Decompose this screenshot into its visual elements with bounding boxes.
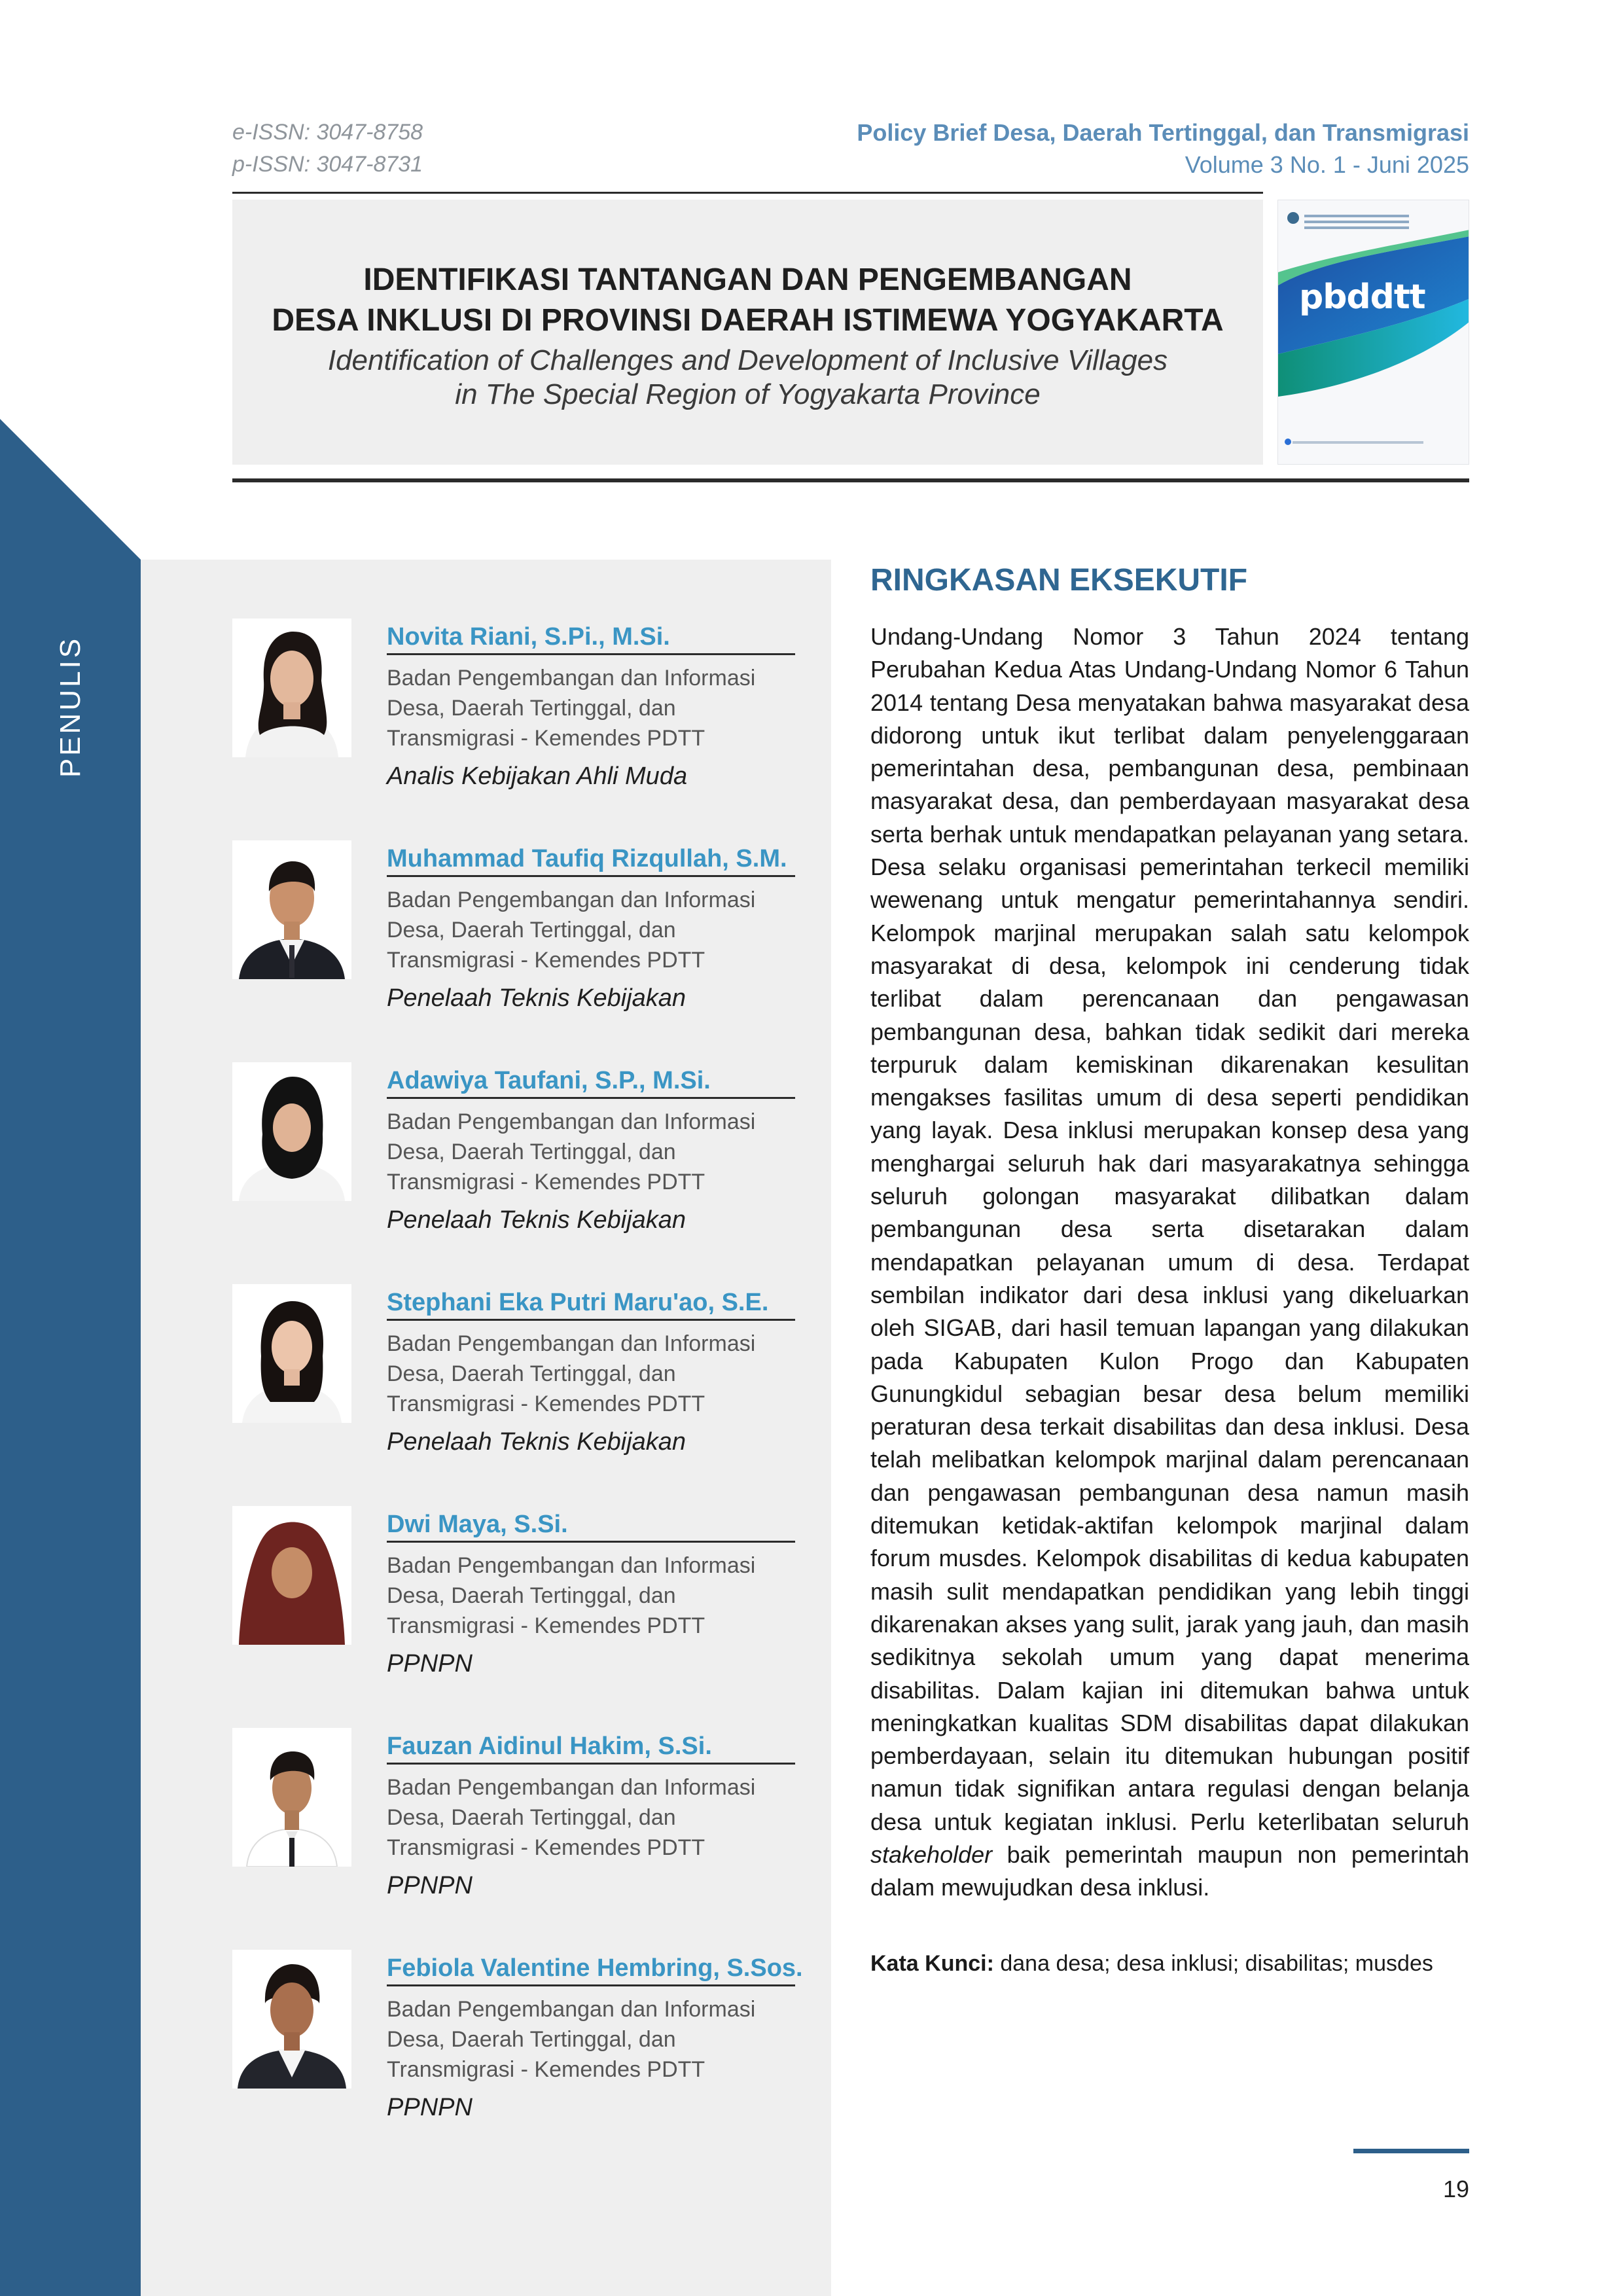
cover-logo-text: pbddtt <box>1299 278 1425 317</box>
author-card <box>232 1062 795 1234</box>
author-photo <box>232 1284 351 1423</box>
author-institution <box>387 1551 795 1641</box>
page-number-rule <box>1353 2149 1469 2153</box>
author-name: Febiola Valentine Hembring, S.Sos. <box>387 1950 795 1986</box>
author-institution <box>387 1107 795 1197</box>
author-card <box>232 1506 795 1677</box>
cover-wave-graphic <box>1278 200 1469 465</box>
keywords-label: Kata Kunci: <box>870 1951 994 1976</box>
p-issn: p-ISSN: 3047-8731 <box>232 152 423 177</box>
institution-line: Transmigrasi - Kemendes PDTT <box>387 948 705 973</box>
issn-block <box>232 117 423 181</box>
author-photo <box>232 840 351 979</box>
title-en-line-1: Identification of Challenges and Development of Inclusive Villages <box>327 344 1168 376</box>
institution-line: Desa, Daerah Tertinggal, dan <box>387 1361 676 1386</box>
author-role: PPNPN <box>387 1872 473 1899</box>
author-role: PPNPN <box>387 2094 473 2121</box>
header-rule <box>232 192 1263 194</box>
author-photo <box>232 1062 351 1201</box>
author-institution <box>387 663 795 753</box>
institution-line: Desa, Daerah Tertinggal, dan <box>387 1139 676 1164</box>
summary-body-end: baik pemerintah maupun non pemerintah dalam mewujudkan desa inklusi. <box>870 1840 1469 1901</box>
summary-body: Undang-Undang Nomor 3 Tahun 2024 tentang Perubahan Kedua Atas Undang-Undang Nomor 6 Tahun 2014 tentang Desa menyatakan bahwa masyarakat desa didorong untuk ikut terlibat dalam penyelenggaraan pemerintahan desa, pembangunan desa, pembinaan masyarakat desa, dan pemberdayaan masyarakat desa serta berhak untuk mendapatkan pelayanan yang setara. Desa selaku organisasi pemerintahan terkecil memiliki wewenang untuk mengatur pemerintahannya sendiri. Kelompok marjinal merupakan salah satu kelompok masyarakat di desa, kelompok ini cenderung tidak terlibat dalam perencanaan dan pengawasan pembangunan desa, bahkan tidak sedikit dari mereka terpuruk dalam kemiskinan dikarenakan kesulitan mengakses fasilitas umum di desa seperti pendidikan yang layak. Desa inklusi merupakan konsep desa yang menghargai seluruh hak dari masyarakatnya sehingga seluruh golongan masyarakat dilibatkan dalam pembangunan desa serta disetarakan dalam mendapatkan pelayanan umum di desa. Terdapat sembilan indikator dari desa inklusi yang dikeluarkan oleh SIGAB, dari hasil temuan lapangan yang dilakukan pada Kabupaten Kulon Progo dan Kabupaten Gunungkidul sebagian besar desa belum memiliki peraturan desa terkait disabilitas dan desa inklusi. Desa telah melibatkan kelompok marjinal dalam perencanaan dan pengawasan pembangunan desa namun masih ditemukan ketidak-aktifan kelompok marjinal dalam forum musdes. Kelompok disabilitas di kedua kabupaten masih sulit mendapatkan pendidikan yang lebih tinggi dikarenakan akses yang sulit, jarak yang jauh, dan masih sedikitnya sekolah umum yang dapat menerima disabilitas. Dalam kajian ini ditemukan bahwa untuk meningkatkan kualitas SDM disabilitas dapat dilakukan pemberdayaan, selain itu ditemukan hubungan positif namun tidak signifikan antara regulasi dengan belanja desa untuk kegiatan inklusi. Perlu keterlibatan seluruh <box>870 623 1469 1835</box>
institution-line: Transmigrasi - Kemendes PDTT <box>387 1391 705 1416</box>
author-institution <box>387 1329 795 1419</box>
author-role: Penelaah Teknis Kebijakan <box>387 984 687 1012</box>
author-role: Penelaah Teknis Kebijakan <box>387 1206 687 1234</box>
journal-title: Policy Brief Desa, Daerah Tertinggal, dan Transmigrasi <box>857 119 1469 146</box>
journal-cover-thumbnail <box>1277 200 1469 465</box>
author-photo <box>232 1950 351 2089</box>
page-number: 19 <box>1442 2176 1469 2202</box>
institution-line: Transmigrasi - Kemendes PDTT <box>387 1170 705 1194</box>
title-id-line-2: DESA INKLUSI DI PROVINSI DAERAH ISTIMEWA YOGYAKARTA <box>272 303 1224 338</box>
institution-line: Transmigrasi - Kemendes PDTT <box>387 1835 705 1860</box>
author-photo <box>232 1728 351 1867</box>
institution-line: Desa, Daerah Tertinggal, dan <box>387 1805 676 1830</box>
author-institution <box>387 1772 795 1863</box>
author-card <box>232 1284 795 1456</box>
author-role: Analis Kebijakan Ahli Muda <box>387 762 688 790</box>
author-name: Novita Riani, S.Pi., M.Si. <box>387 619 795 655</box>
institution-line: Badan Pengembangan dan Informasi <box>387 1331 756 1356</box>
author-photo <box>232 1506 351 1645</box>
institution-line: Desa, Daerah Tertinggal, dan <box>387 696 676 721</box>
author-photo <box>232 619 351 757</box>
author-card <box>232 619 795 790</box>
author-card <box>232 1728 795 1899</box>
title-rule <box>232 478 1469 482</box>
author-name: Muhammad Taufiq Rizqullah, S.M. <box>387 840 795 877</box>
author-card <box>232 840 795 1012</box>
e-issn: e-ISSN: 3047-8758 <box>232 120 423 145</box>
executive-summary-text <box>870 620 1469 1905</box>
executive-summary-heading: RINGKASAN EKSEKUTIF <box>870 563 1248 598</box>
author-name: Dwi Maya, S.Si. <box>387 1506 795 1543</box>
author-card <box>232 1950 803 2121</box>
journal-volume: Volume 3 No. 1 - Juni 2025 <box>1185 151 1469 178</box>
keywords <box>870 1947 1433 1980</box>
author-name: Stephani Eka Putri Maru'ao, S.E. <box>387 1284 795 1321</box>
author-role: PPNPN <box>387 1650 473 1677</box>
institution-line: Badan Pengembangan dan Informasi <box>387 1775 756 1800</box>
institution-line: Badan Pengembangan dan Informasi <box>387 1553 756 1578</box>
journal-block <box>857 117 1469 181</box>
keywords-list: dana desa; desa inklusi; disabilitas; musdes <box>993 1951 1433 1976</box>
title-en-line-2: in The Special Region of Yogyakarta Province <box>455 378 1041 410</box>
authors-section-label: PENULIS <box>54 636 86 778</box>
author-name: Fauzan Aidinul Hakim, S.Si. <box>387 1728 795 1765</box>
institution-line: Badan Pengembangan dan Informasi <box>387 1109 756 1134</box>
institution-line: Desa, Daerah Tertinggal, dan <box>387 2027 676 2052</box>
side-band <box>0 0 141 2296</box>
title-box <box>232 200 1263 465</box>
summary-emphasis: stakeholder <box>870 1840 993 1868</box>
author-role: Penelaah Teknis Kebijakan <box>387 1428 687 1456</box>
institution-line: Desa, Daerah Tertinggal, dan <box>387 918 676 942</box>
author-institution <box>387 885 795 975</box>
institution-line: Transmigrasi - Kemendes PDTT <box>387 2057 705 2082</box>
author-name: Adawiya Taufani, S.P., M.Si. <box>387 1062 795 1099</box>
cover-footer-line <box>1293 441 1423 444</box>
institution-line: Desa, Daerah Tertinggal, dan <box>387 1583 676 1608</box>
institution-line: Badan Pengembangan dan Informasi <box>387 1997 756 2022</box>
institution-line: Transmigrasi - Kemendes PDTT <box>387 1613 705 1638</box>
institution-line: Badan Pengembangan dan Informasi <box>387 888 756 912</box>
institution-line: Badan Pengembangan dan Informasi <box>387 666 756 691</box>
cover-footer-dot-icon <box>1285 439 1291 445</box>
institution-line: Transmigrasi - Kemendes PDTT <box>387 726 705 751</box>
title-id-line-1: IDENTIFIKASI TANTANGAN DAN PENGEMBANGAN <box>363 262 1132 297</box>
author-institution <box>387 1994 795 2085</box>
